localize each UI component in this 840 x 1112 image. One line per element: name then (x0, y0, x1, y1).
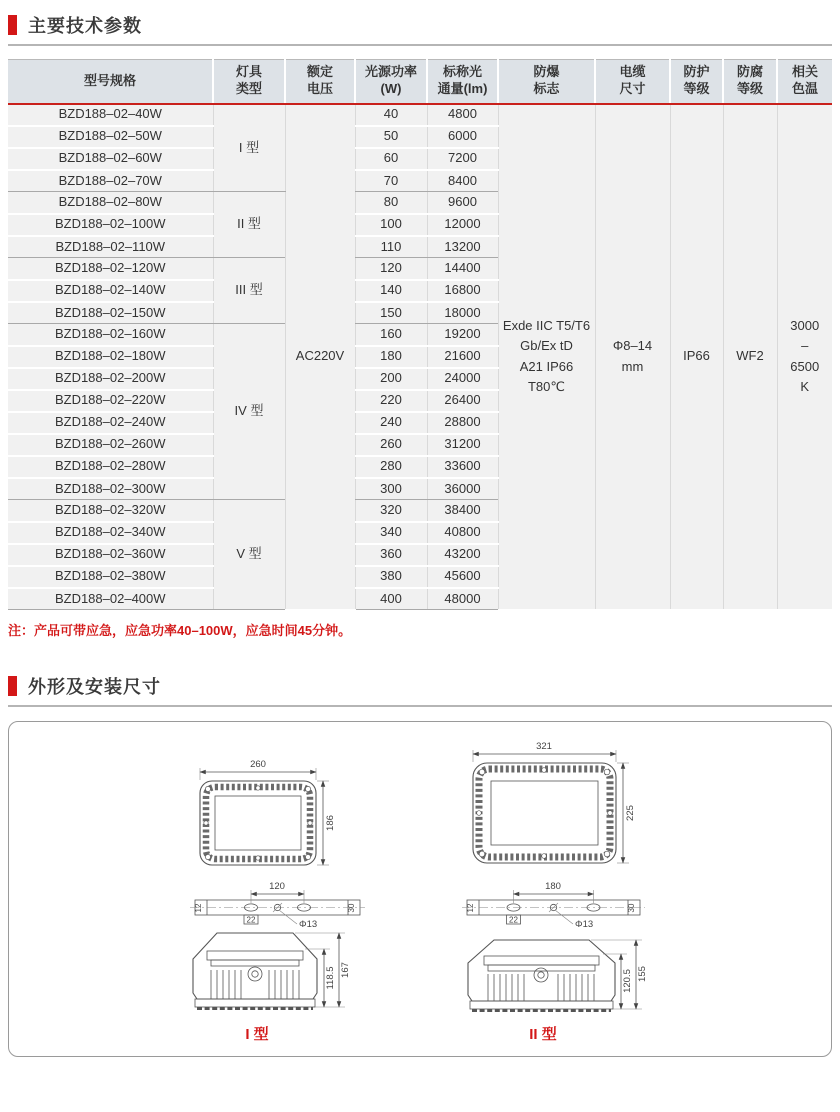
type1-bracket-span-dim: 120 (269, 880, 285, 892)
cable-cell: Φ8–14 mm (595, 104, 670, 610)
flux-cell: 7200 (427, 148, 498, 170)
model-cell: BZD188–02–200W (8, 368, 213, 390)
col-ip-rating: 防护 等级 (670, 60, 723, 104)
model-cell: BZD188–02–360W (8, 544, 213, 566)
flux-cell: 4800 (427, 104, 498, 126)
flux-cell: 12000 (427, 214, 498, 236)
power-cell: 160 (355, 324, 427, 346)
section-title-dimensions (8, 673, 832, 707)
model-cell: BZD188–02–320W (8, 500, 213, 522)
power-cell: 40 (355, 104, 427, 126)
power-cell: 50 (355, 126, 427, 148)
flux-cell: 18000 (427, 302, 498, 324)
model-cell: BZD188–02–80W (8, 192, 213, 214)
type2-side-total-dim: 155 (637, 965, 648, 982)
section-title-tech-params (8, 12, 832, 46)
model-cell: BZD188–02–140W (8, 280, 213, 302)
dimension-drawings-panel (8, 721, 832, 1057)
ip-cell: IP66 (670, 104, 723, 610)
exmark-cell: Exde IIC T5/T6 Gb/Ex tD A21 IP66 T80℃ (498, 104, 595, 610)
power-cell: 80 (355, 192, 427, 214)
type2-top-view (473, 741, 636, 863)
type1-bracket-view (190, 881, 365, 930)
type1-hole-dia-dim: Φ13 (299, 918, 318, 930)
model-cell: BZD188–02–260W (8, 434, 213, 456)
power-cell: 110 (355, 236, 427, 258)
model-cell: BZD188–02–380W (8, 566, 213, 588)
type1-end-right-dim: 30 (347, 903, 356, 912)
red-bar-icon (8, 15, 17, 35)
red-bar-icon (8, 676, 17, 696)
power-cell: 260 (355, 434, 427, 456)
header-row (8, 60, 832, 104)
power-cell: 400 (355, 588, 427, 610)
type2-hole-dia-dim: Φ13 (575, 918, 594, 930)
model-cell: BZD188–02–110W (8, 236, 213, 258)
lamp-type-cell: III 型 (213, 258, 285, 324)
col-anticorrosion: 防腐 等级 (723, 60, 777, 104)
anticorrosion-cell: WF2 (723, 104, 777, 610)
type2-height-dim: 225 (625, 804, 636, 821)
col-ex-mark: 防爆 标志 (498, 60, 595, 104)
power-cell: 220 (355, 390, 427, 412)
model-cell: BZD188–02–40W (8, 104, 213, 126)
section1-title-text: 主要技术参数 (28, 16, 142, 36)
type1-label: I 型 (245, 1025, 269, 1043)
power-cell: 120 (355, 258, 427, 280)
model-cell: BZD188–02–180W (8, 346, 213, 368)
model-cell: BZD188–02–150W (8, 302, 213, 324)
model-cell: BZD188–02–60W (8, 148, 213, 170)
lamp-type-cell: IV 型 (213, 324, 285, 500)
model-cell: BZD188–02–220W (8, 390, 213, 412)
dimension-drawings (9, 722, 831, 1056)
flux-cell: 8400 (427, 170, 498, 192)
flux-cell: 14400 (427, 258, 498, 280)
lamp-type-cell: I 型 (213, 104, 285, 192)
flux-cell: 9600 (427, 192, 498, 214)
flux-cell: 48000 (427, 588, 498, 610)
flux-cell: 13200 (427, 236, 498, 258)
power-cell: 280 (355, 456, 427, 478)
model-cell: BZD188–02–160W (8, 324, 213, 346)
spec-table (8, 59, 832, 611)
flux-cell: 16800 (427, 280, 498, 302)
type2-side-inner-dim: 120.5 (622, 968, 633, 993)
type2-end-left-dim: 12 (466, 903, 475, 912)
power-cell: 240 (355, 412, 427, 434)
power-cell: 140 (355, 280, 427, 302)
lamp-type-cell: V 型 (213, 500, 285, 610)
col-model: 型号规格 (8, 60, 213, 104)
flux-cell: 6000 (427, 126, 498, 148)
power-cell: 360 (355, 544, 427, 566)
emergency-note: 注：产品可带应急，应急功率40–100W，应急时间45分钟。 (8, 622, 352, 638)
col-rated-voltage: 额定 电压 (285, 60, 355, 104)
flux-cell: 33600 (427, 456, 498, 478)
power-cell: 320 (355, 500, 427, 522)
type1-height-dim: 186 (325, 814, 336, 831)
power-cell: 70 (355, 170, 427, 192)
type1-side-total-dim: 167 (340, 961, 351, 978)
type2-bracket-span-dim: 180 (545, 880, 561, 892)
power-cell: 150 (355, 302, 427, 324)
power-cell: 100 (355, 214, 427, 236)
type1-side-view (193, 933, 351, 1009)
model-cell: BZD188–02–240W (8, 412, 213, 434)
flux-cell: 40800 (427, 522, 498, 544)
power-cell: 180 (355, 346, 427, 368)
flux-cell: 24000 (427, 368, 498, 390)
power-cell: 200 (355, 368, 427, 390)
col-source-power: 光源功率 (W) (355, 60, 427, 104)
model-cell: BZD188–02–300W (8, 478, 213, 500)
power-cell: 340 (355, 522, 427, 544)
type1-top-view (200, 759, 336, 865)
flux-cell: 43200 (427, 544, 498, 566)
flux-cell: 38400 (427, 500, 498, 522)
flux-cell: 28800 (427, 412, 498, 434)
flux-cell: 26400 (427, 390, 498, 412)
model-cell: BZD188–02–280W (8, 456, 213, 478)
col-luminous-flux: 标称光 通量(lm) (427, 60, 498, 104)
flux-cell: 31200 (427, 434, 498, 456)
model-cell: BZD188–02–100W (8, 214, 213, 236)
col-cct: 相关 色温 (777, 60, 832, 104)
flux-cell: 21600 (427, 346, 498, 368)
power-cell: 300 (355, 478, 427, 500)
type2-width-dim: 321 (536, 740, 552, 752)
cct-cell: 3000 – 6500 K (777, 104, 832, 610)
col-cable-size: 电缆 尺寸 (595, 60, 670, 104)
model-cell: BZD188–02–50W (8, 126, 213, 148)
type2-side-view (468, 940, 648, 1011)
flux-cell: 45600 (427, 566, 498, 588)
model-cell: BZD188–02–340W (8, 522, 213, 544)
voltage-cell: AC220V (285, 104, 355, 610)
type2-end-right-dim: 30 (627, 903, 636, 912)
flux-cell: 36000 (427, 478, 498, 500)
type1-side-inner-dim: 118.5 (325, 965, 336, 990)
type1-bracket-slot-dim: 22 (246, 915, 256, 924)
type1-width-dim: 260 (250, 758, 266, 770)
power-cell: 380 (355, 566, 427, 588)
model-cell: BZD188–02–70W (8, 170, 213, 192)
power-cell: 60 (355, 148, 427, 170)
model-cell: BZD188–02–400W (8, 588, 213, 610)
type2-bracket-slot-dim: 22 (509, 915, 518, 924)
col-lamp-type: 灯具 类型 (213, 60, 285, 104)
lamp-type-cell: II 型 (213, 192, 285, 258)
flux-cell: 19200 (427, 324, 498, 346)
model-cell: BZD188–02–120W (8, 258, 213, 280)
type2-bracket-view (462, 881, 645, 930)
spec-table-body (8, 104, 832, 610)
table-row (8, 104, 832, 126)
section2-title-text: 外形及安装尺寸 (28, 676, 161, 697)
type1-end-left-dim: 12 (194, 903, 203, 912)
type2-label: II 型 (529, 1025, 557, 1043)
